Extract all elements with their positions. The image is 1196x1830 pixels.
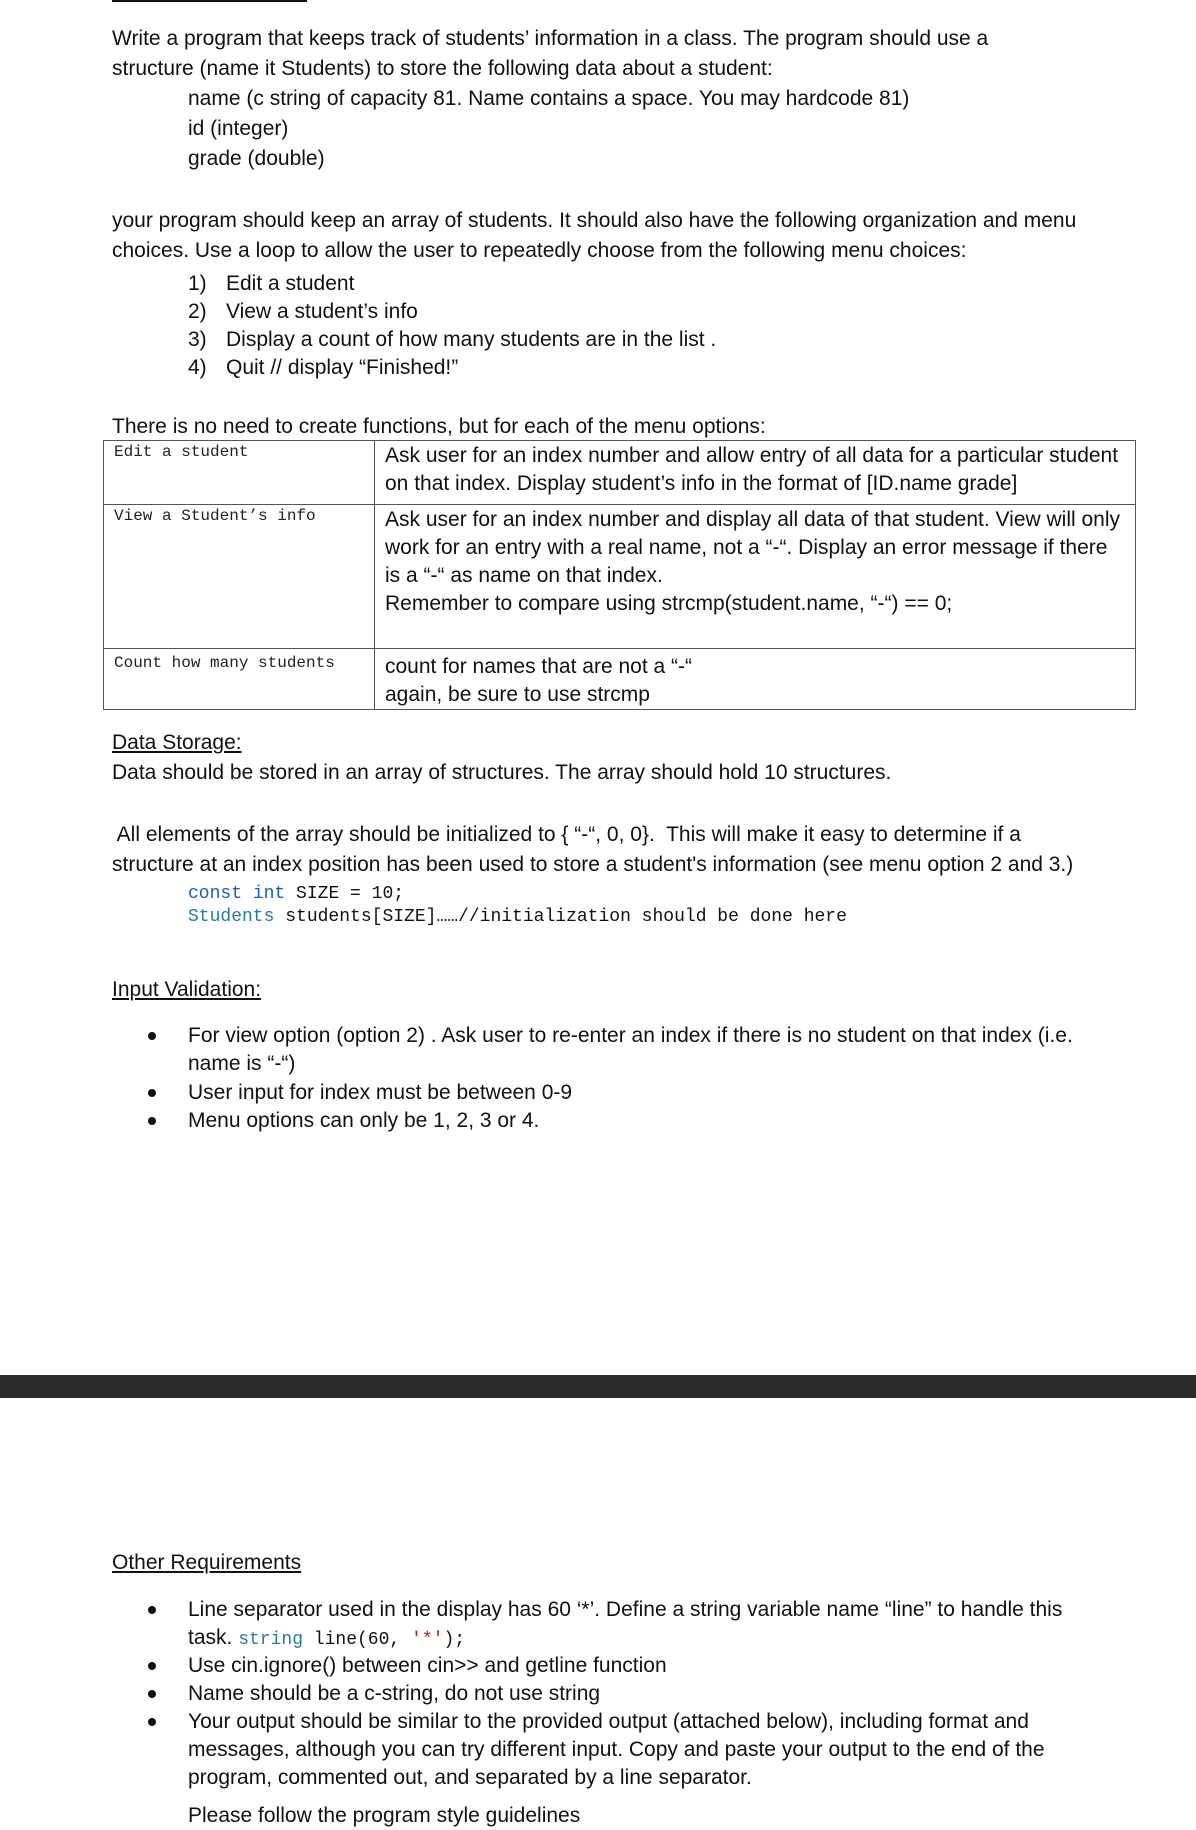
menu-item: 1) Edit a student xyxy=(188,272,355,295)
code-const-size: const int SIZE = 10; xyxy=(188,884,405,904)
other-requirements-heading: Other Requirements xyxy=(112,1551,302,1574)
data-storage-heading: Data Storage: xyxy=(112,731,242,754)
menu-item: 3) Display a count of how many students are in the list . xyxy=(188,328,717,351)
validation-item: User input for index must be between 0-9 xyxy=(188,1081,573,1104)
requirement-item: Use cin.ignore() between cin>> and getline function xyxy=(188,1654,667,1677)
option-label: Edit a student xyxy=(104,441,375,505)
document-page-2 xyxy=(0,1398,1196,1814)
table-row xyxy=(104,649,1136,710)
data-storage-text: Data should be stored in an array of structures. The array should hold 10 structures. xyxy=(112,761,892,784)
options-heading: There is no need to create functions, but for each of the menu options: xyxy=(112,415,766,438)
menu-item: 4) Quit // display “Finished!” xyxy=(188,356,459,379)
field-grade: grade (double) xyxy=(188,147,325,170)
option-label: Count how many students xyxy=(104,649,375,710)
bullet-icon xyxy=(148,1032,156,1040)
table-row xyxy=(104,505,1136,649)
input-validation-heading: Input Validation: xyxy=(112,978,262,1001)
option-label: View a Student’s info xyxy=(104,505,375,649)
menu-intro-line-1: your program should keep an array of students. It should also have the following organization and menu xyxy=(112,209,1077,232)
code-students-array: Students students[SIZE]……//initialization should be done here xyxy=(188,907,847,927)
intro-line-2: structure (name it Students) to store the following data about a student: xyxy=(112,57,773,80)
bullet-icon xyxy=(148,1117,156,1125)
menu-item: 2) View a student’s info xyxy=(188,300,418,323)
table-row xyxy=(104,441,1136,505)
validation-item: Menu options can only be 1, 2, 3 or 4. xyxy=(188,1109,540,1132)
menu-intro-line-2: choices. Use a loop to allow the user to repeatedly choose from the following menu choices: xyxy=(112,239,967,262)
option-description: Ask user for an index number and display all data of that student. View will only work for an entry with a real name, not a “-“. Display an error message if there is a “-“ as name on that index. Remember to compare using strcmp(student.name, “-“) == 0; xyxy=(375,505,1136,649)
init-text-line-1: All elements of the array should be initialized to { “-“, 0, 0}. This will make it easy to determine if a xyxy=(112,823,1021,846)
option-description: Ask user for an index number and allow entry of all data for a particular student on that index. Display student’s info in the format of [ID.name grade] xyxy=(375,441,1136,505)
bullet-icon xyxy=(148,1662,156,1670)
bullet-icon xyxy=(148,1718,156,1726)
field-id: id (integer) xyxy=(188,117,289,140)
intro-line-1: Write a program that keeps track of students’ information in a class. The program should use a xyxy=(112,27,989,50)
bullet-icon xyxy=(148,1690,156,1698)
validation-item: For view option (option 2) . Ask user to re-enter an index if there is no student on that index (i.e. name is “-“) xyxy=(188,1024,1073,1075)
bullet-icon xyxy=(148,1606,156,1614)
heading-underline-fragment xyxy=(112,0,307,2)
menu-options-table xyxy=(103,440,1136,710)
requirement-item: Name should be a c-string, do not use string xyxy=(188,1682,601,1705)
bullet-icon xyxy=(148,1089,156,1097)
option-description: count for names that are not a “-“ again, be sure to use strcmp xyxy=(375,649,1136,710)
page-break-bar xyxy=(0,1375,1196,1398)
requirement-item: Line separator used in the display has 60 ‘*’. Define a string variable name “line” to handle this task. string line(60, '*'); xyxy=(188,1598,1063,1650)
init-text-line-2: structure at an index position has been used to store a student's information (see menu option 2 and 3.) xyxy=(112,853,1074,876)
cut-off-bullet-text: Please follow the program style guidelines xyxy=(188,1804,581,1827)
requirement-item: Your output should be similar to the provided output (attached below), including format and messages, although you can try different input. Copy and paste your output to the end of the program, commented out, and separated by a line separator. xyxy=(188,1710,1045,1789)
field-name: name (c string of capacity 81. Name contains a space. You may hardcode 81) xyxy=(188,87,910,110)
